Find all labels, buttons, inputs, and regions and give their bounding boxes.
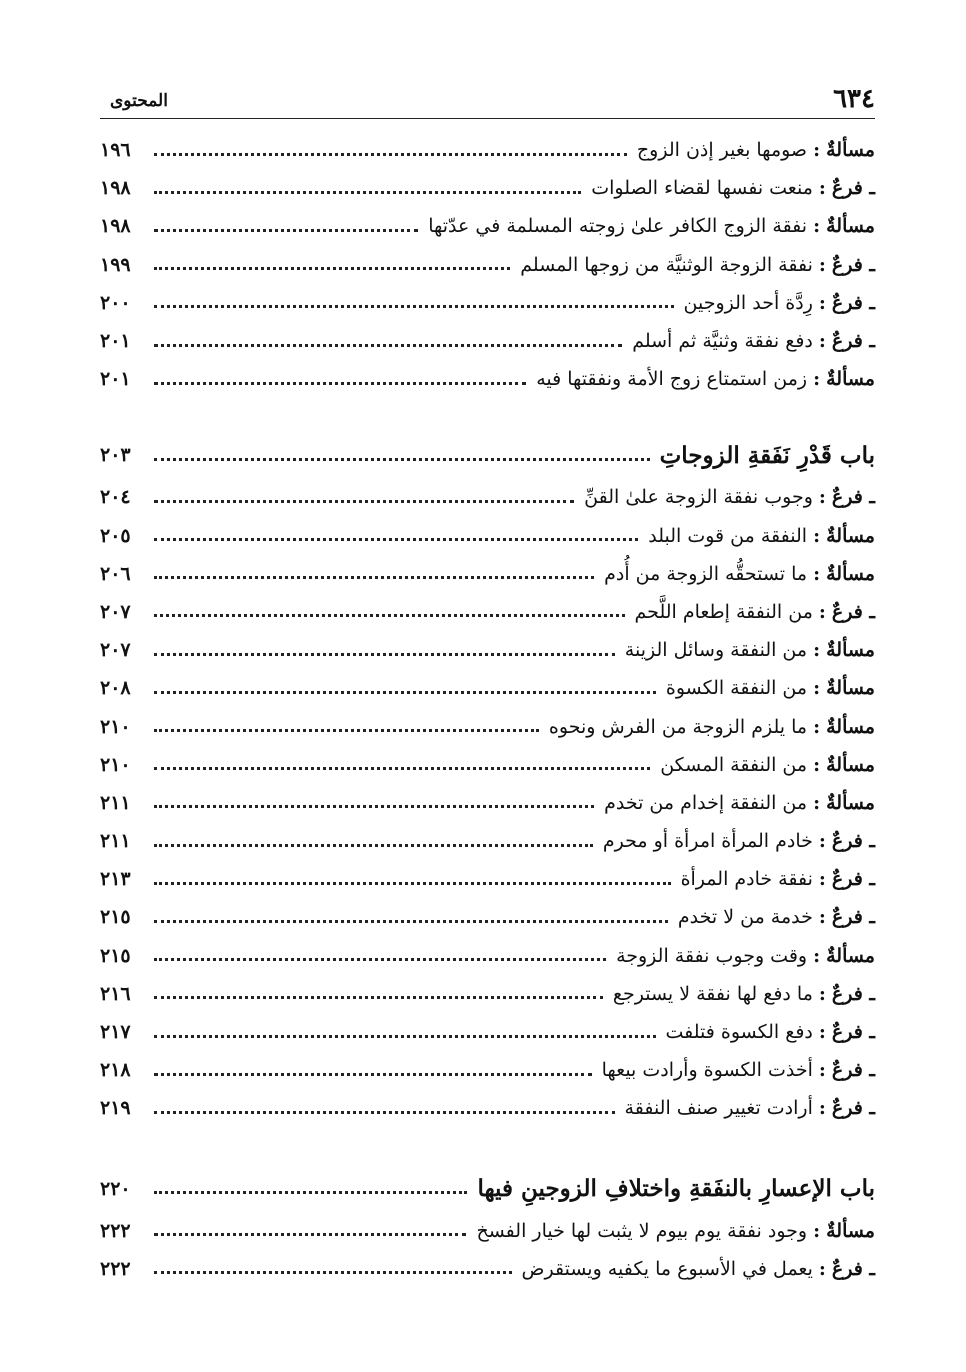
entry-page-number: ٢١٧ bbox=[100, 1021, 131, 1044]
entry-colon: : bbox=[818, 600, 826, 623]
entry-colon: : bbox=[818, 486, 826, 509]
entry-title: يعمل في الأسبوع ما يكفيه ويستقرض bbox=[521, 1257, 813, 1280]
dot-leader bbox=[154, 1073, 592, 1076]
toc-entry-row bbox=[100, 246, 875, 284]
entry-title: خادم المرأة امرأة أو محرم bbox=[602, 830, 813, 853]
table-of-contents bbox=[100, 131, 875, 1288]
entry-kind: ـ فرعٌ bbox=[831, 830, 875, 853]
entry-title: وقت وجوب نفقة الزوجة bbox=[616, 944, 808, 967]
entry-page-number: ٢٠٨ bbox=[100, 677, 131, 700]
dot-leader bbox=[154, 267, 510, 270]
entry-title: منعت نفسها لقضاء الصلوات bbox=[591, 177, 813, 200]
entry-title: صومها بغير إذن الزوج bbox=[636, 139, 808, 162]
entry-page-number: ٢١٩ bbox=[100, 1097, 131, 1120]
dot-leader bbox=[154, 191, 581, 194]
toc-entry-row bbox=[100, 1250, 875, 1288]
entry-colon: : bbox=[818, 177, 826, 200]
entry-page-number: ٢١٥ bbox=[100, 906, 131, 929]
dot-leader bbox=[154, 882, 671, 885]
entry-colon: : bbox=[818, 1257, 826, 1280]
dot-leader bbox=[154, 729, 539, 732]
entry-title: ما تستحقُّه الزوجة من أُدم bbox=[604, 562, 808, 585]
dot-leader bbox=[154, 1271, 512, 1274]
entry-kind: ـ فرعٌ bbox=[831, 177, 875, 200]
entry-kind: ـ فرعٌ bbox=[831, 868, 875, 891]
dot-leader bbox=[154, 229, 418, 232]
toc-entry-row bbox=[100, 593, 875, 631]
entry-kind: ـ فرعٌ bbox=[831, 1059, 875, 1082]
toc-entry-row bbox=[100, 707, 875, 745]
dot-leader bbox=[154, 576, 594, 579]
entry-colon: : bbox=[818, 291, 826, 314]
entry-kind: مسألةٌ bbox=[826, 715, 875, 738]
dot-leader bbox=[154, 1233, 466, 1236]
dot-leader bbox=[154, 1035, 656, 1038]
entry-page-number: ٢٢٠ bbox=[100, 1177, 131, 1200]
entry-kind: مسألةٌ bbox=[826, 1219, 875, 1242]
dot-leader bbox=[154, 500, 574, 503]
entry-page-number: ٢٢٢ bbox=[100, 1219, 131, 1242]
entry-colon: : bbox=[818, 253, 826, 276]
entry-page-number: ٢٠٠ bbox=[100, 291, 131, 314]
entry-colon: : bbox=[818, 1059, 826, 1082]
page-header bbox=[100, 82, 875, 119]
entry-title: من النفقة وسائل الزينة bbox=[624, 639, 808, 662]
toc-entry-row bbox=[100, 478, 875, 516]
entry-colon: : bbox=[813, 139, 821, 162]
dot-leader bbox=[154, 538, 638, 541]
toc-entry-row bbox=[100, 360, 875, 398]
entry-colon: : bbox=[818, 868, 826, 891]
entry-page-number: ٢١٥ bbox=[100, 944, 131, 967]
entry-title: من النفقة الكسوة bbox=[665, 677, 808, 700]
entry-kind: مسألةٌ bbox=[826, 677, 875, 700]
dot-leader bbox=[154, 1191, 467, 1194]
section-gap bbox=[100, 1128, 875, 1166]
entry-kind: مسألةٌ bbox=[826, 562, 875, 585]
entry-page-number: ٢١٣ bbox=[100, 868, 131, 891]
entry-kind: ـ فرعٌ bbox=[831, 253, 875, 276]
chapter-title: باب الإعسارِ بالنفَقةِ واختلافِ الزوجينِ فيها bbox=[477, 1175, 875, 1202]
entry-title: ما دفع لها نفقة لا يسترجع bbox=[612, 982, 813, 1005]
entry-kind: مسألةٌ bbox=[826, 524, 875, 547]
entry-colon: : bbox=[813, 677, 821, 700]
toc-entry-row bbox=[100, 784, 875, 822]
entry-title: نفقة خادم المرأة bbox=[680, 868, 813, 891]
entry-page-number: ٢٠٦ bbox=[100, 562, 131, 585]
entry-page-number: ٢١١ bbox=[100, 791, 131, 814]
entry-page-number: ٢٠٧ bbox=[100, 600, 131, 623]
entry-colon: : bbox=[818, 1097, 826, 1120]
toc-entry-row bbox=[100, 631, 875, 669]
dot-leader bbox=[154, 653, 615, 656]
toc-entry-row bbox=[100, 517, 875, 555]
entry-title: ما يلزم الزوجة من الفرش ونحوه bbox=[548, 715, 808, 738]
entry-colon: : bbox=[818, 330, 826, 353]
entry-title: من النفقة إطعام اللَّحم bbox=[634, 600, 813, 623]
dot-leader bbox=[154, 305, 674, 308]
entry-title: من النفقة المسكن bbox=[660, 753, 808, 776]
entry-kind: ـ فرعٌ bbox=[831, 1097, 875, 1120]
entry-colon: : bbox=[813, 944, 821, 967]
entry-page-number: ٢٠١ bbox=[100, 368, 131, 391]
dot-leader bbox=[154, 153, 627, 156]
toc-chapter-row bbox=[100, 432, 875, 478]
dot-leader bbox=[154, 805, 594, 808]
dot-leader bbox=[154, 614, 625, 617]
dot-leader bbox=[154, 996, 603, 999]
entry-kind: مسألةٌ bbox=[826, 639, 875, 662]
dot-leader bbox=[154, 382, 526, 385]
dot-leader bbox=[154, 958, 606, 961]
entry-title: رِدَّة أحد الزوجين bbox=[683, 291, 813, 314]
entry-page-number: ٢١١ bbox=[100, 830, 131, 853]
toc-entry-row bbox=[100, 1212, 875, 1250]
running-title: المحتوى bbox=[110, 91, 168, 111]
dot-leader bbox=[154, 1111, 615, 1114]
toc-entry-row bbox=[100, 746, 875, 784]
entry-kind: ـ فرعٌ bbox=[831, 600, 875, 623]
entry-page-number: ٢٠١ bbox=[100, 330, 131, 353]
dot-leader bbox=[154, 458, 650, 461]
toc-entry-row bbox=[100, 207, 875, 245]
entry-page-number: ٢٢٢ bbox=[100, 1257, 131, 1280]
entry-page-number: ٢١٠ bbox=[100, 753, 131, 776]
entry-title: أرادت تغيير صنف النفقة bbox=[624, 1097, 813, 1120]
toc-entry-row bbox=[100, 937, 875, 975]
entry-colon: : bbox=[813, 562, 821, 585]
toc-entry-row bbox=[100, 131, 875, 169]
entry-title: النفقة من قوت البلد bbox=[648, 524, 808, 547]
entry-colon: : bbox=[813, 1219, 821, 1242]
section-gap bbox=[100, 398, 875, 432]
toc-entry-row bbox=[100, 322, 875, 360]
entry-page-number: ٢٠٧ bbox=[100, 639, 131, 662]
entry-page-number: ١٩٦ bbox=[100, 139, 131, 162]
dot-leader bbox=[154, 691, 656, 694]
entry-kind: ـ فرعٌ bbox=[831, 982, 875, 1005]
entry-colon: : bbox=[813, 639, 821, 662]
toc-entry-row bbox=[100, 822, 875, 860]
entry-title: أخذت الكسوة وأرادت بيعها bbox=[601, 1059, 813, 1082]
entry-kind: ـ فرعٌ bbox=[831, 1257, 875, 1280]
entry-page-number: ١٩٨ bbox=[100, 177, 131, 200]
entry-colon: : bbox=[813, 715, 821, 738]
entry-kind: مسألةٌ bbox=[826, 215, 875, 238]
entry-kind: مسألةٌ bbox=[826, 791, 875, 814]
entry-kind: ـ فرعٌ bbox=[831, 1021, 875, 1044]
entry-colon: : bbox=[818, 830, 826, 853]
entry-title: من النفقة إخدام من تخدم bbox=[604, 791, 808, 814]
dot-leader bbox=[154, 344, 622, 347]
entry-title: خدمة من لا تخدم bbox=[677, 906, 813, 929]
entry-kind: ـ فرعٌ bbox=[831, 330, 875, 353]
entry-kind: ـ فرعٌ bbox=[831, 486, 875, 509]
toc-entry-row bbox=[100, 860, 875, 898]
entry-colon: : bbox=[813, 368, 821, 391]
entry-kind: مسألةٌ bbox=[826, 368, 875, 391]
toc-entry-row bbox=[100, 1051, 875, 1089]
entry-page-number: ١٩٩ bbox=[100, 253, 131, 276]
entry-colon: : bbox=[813, 791, 821, 814]
toc-chapter-row bbox=[100, 1166, 875, 1212]
entry-title: نفقة الزوجة الوثنيَّة من زوجها المسلم bbox=[520, 253, 813, 276]
chapter-title: باب قَدْرِ نَفَقةِ الزوجاتِ bbox=[659, 441, 875, 469]
entry-colon: : bbox=[818, 1021, 826, 1044]
entry-kind: ـ فرعٌ bbox=[831, 291, 875, 314]
toc-entry-row bbox=[100, 898, 875, 936]
entry-kind: مسألةٌ bbox=[826, 944, 875, 967]
toc-entry-row bbox=[100, 669, 875, 707]
toc-entry-row bbox=[100, 1013, 875, 1051]
entry-page-number: ٢١٠ bbox=[100, 715, 131, 738]
entry-colon: : bbox=[818, 982, 826, 1005]
dot-leader bbox=[154, 920, 668, 923]
entry-kind: مسألةٌ bbox=[826, 753, 875, 776]
entry-page-number: ١٩٨ bbox=[100, 215, 131, 238]
toc-entry-row bbox=[100, 169, 875, 207]
entry-page-number: ٢٠٥ bbox=[100, 524, 131, 547]
entry-colon: : bbox=[813, 215, 821, 238]
toc-entry-row bbox=[100, 1089, 875, 1127]
entry-page-number: ٢٠٤ bbox=[100, 486, 131, 509]
page-number: ٦٣٤ bbox=[833, 84, 875, 114]
entry-page-number: ٢١٦ bbox=[100, 982, 131, 1005]
entry-colon: : bbox=[813, 524, 821, 547]
toc-entry-row bbox=[100, 555, 875, 593]
entry-page-number: ٢١٨ bbox=[100, 1059, 131, 1082]
entry-title: زمن استمتاع زوج الأمة ونفقتها فيه bbox=[536, 368, 808, 391]
dot-leader bbox=[154, 767, 650, 770]
entry-page-number: ٢٠٣ bbox=[100, 444, 131, 467]
entry-title: نفقة الزوج الكافر علىٰ زوجته المسلمة في عدّتها bbox=[428, 215, 808, 238]
toc-entry-row bbox=[100, 284, 875, 322]
dot-leader bbox=[154, 844, 593, 847]
entry-title: وجود نفقة يوم بيوم لا يثبت لها خيار الفسخ bbox=[476, 1219, 808, 1242]
entry-colon: : bbox=[818, 906, 826, 929]
entry-kind: مسألةٌ bbox=[826, 139, 875, 162]
entry-title: وجوب نفقة الزوجة علىٰ القنِّ bbox=[584, 486, 813, 509]
entry-title: دفع الكسوة فتلفت bbox=[665, 1021, 813, 1044]
entry-title: دفع نفقة وثنيَّة ثم أسلم bbox=[632, 330, 813, 353]
entry-colon: : bbox=[813, 753, 821, 776]
entry-kind: ـ فرعٌ bbox=[831, 906, 875, 929]
toc-entry-row bbox=[100, 975, 875, 1013]
